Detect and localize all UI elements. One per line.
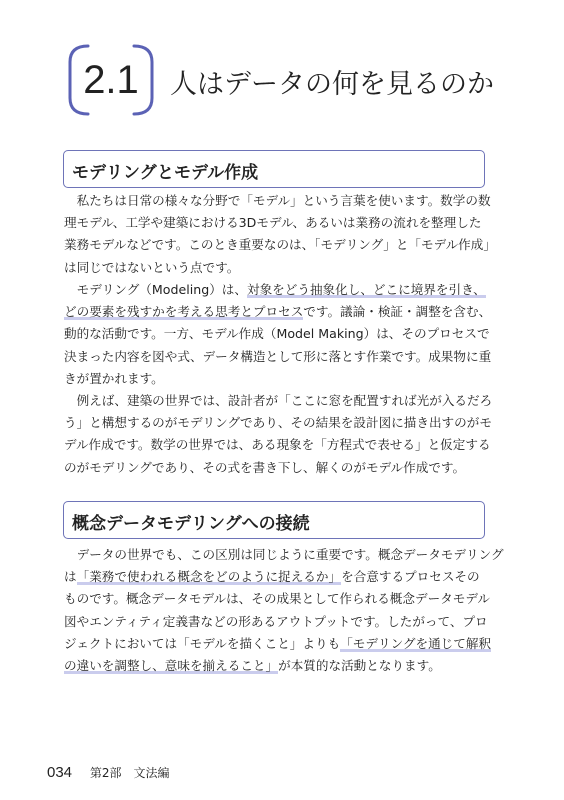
highlighted-text: どの要素を残すかを考える思考とプロセス xyxy=(64,304,304,320)
highlighted-text: の違いを調整し、意味を揃えること」 xyxy=(64,657,279,673)
text-line: 図やエンティティ定義書などの形あるアウトプットです。したがって、プロ xyxy=(64,613,488,629)
highlighted-text: 対象をどう抽象化し、どこに境界を引き、 xyxy=(246,282,486,297)
section-heading-text: 概念データモデリングへの接続 xyxy=(72,514,310,534)
text-line: 例えば、建築の世界では、設計者が「ここに窓を配置すれば光が入るだろ xyxy=(64,393,493,408)
text-line: モデリング（Modeling）は、対象をどう抽象化し、どこに境界を引き、 xyxy=(64,282,486,297)
paragraph xyxy=(64,279,492,390)
text-line: デル作成です。数学の世界では、ある現象を「方程式で表せる」と仮定する xyxy=(64,437,491,453)
text-line: 理モデル、工学や建築における3Dモデル、あるいは業務の流れを整理した xyxy=(64,215,482,231)
text-line: 動的な活動です。一方、モデル作成（Model Making）は、そのプロセスで xyxy=(64,326,490,342)
paragraph xyxy=(64,190,496,279)
text-line: データの世界でも、この区別は同じように重要です。概念データモデリング xyxy=(64,547,504,562)
text-line: は同じではないという点です。 xyxy=(64,259,240,275)
text-line: のがモデリングであり、その式を書き下し、解くのがモデル作成です。 xyxy=(64,459,466,475)
text-line: 業務モデルなどです。このとき重要なのは、「モデリング」と「モデル作成」 xyxy=(64,237,496,253)
text-line: の違いを調整し、意味を揃えること」が本質的な活動となります。 xyxy=(64,657,441,673)
chapter-heading xyxy=(66,42,526,118)
paragraph xyxy=(64,390,493,479)
text-line: ものです。概念データモデルは、その成果として作られる概念データモデル xyxy=(64,591,490,607)
text-line: どの要素を残すかを考える思考とプロセスです。議論・検証・調整を含む、 xyxy=(64,304,492,320)
page-number: 034 xyxy=(47,764,73,781)
section-heading-text: モデリングとモデル作成 xyxy=(72,163,259,183)
section-heading-modeling xyxy=(63,150,485,188)
text-line: 決まった内容を図や式、データ構造として形に落とす作業です。成果物に重 xyxy=(64,348,492,364)
chapter-title: 人はデータの何を見るのか xyxy=(170,69,494,100)
text-line: ジェクトにおいては「モデルを描くこと」よりも「モデリングを通じて解釈 xyxy=(64,635,492,651)
highlighted-text: 「業務で使われる概念をどのように捉えるか」 xyxy=(76,569,342,585)
chapter-number-badge xyxy=(66,42,156,118)
page-footer xyxy=(47,764,170,781)
text-line: 私たちは日常の様々な分野で「モデル」という言葉を使います。数学の数 xyxy=(64,193,491,208)
chapter-number: 2.1 xyxy=(83,57,139,102)
highlighted-text: 「モデリングを通じて解釈 xyxy=(340,635,492,651)
section-heading-conceptual xyxy=(63,501,485,539)
part-label: 第2部 文法編 xyxy=(89,766,170,780)
text-line: は「業務で使われる概念をどのように捉えるか」を合意するプロセスその xyxy=(64,569,480,585)
text-line: きが置かれます。 xyxy=(64,370,164,386)
text-line: う」と構想するのがモデリングであり、その結果を設計図に描き出すのがモ xyxy=(64,415,492,431)
paragraph xyxy=(64,544,504,677)
